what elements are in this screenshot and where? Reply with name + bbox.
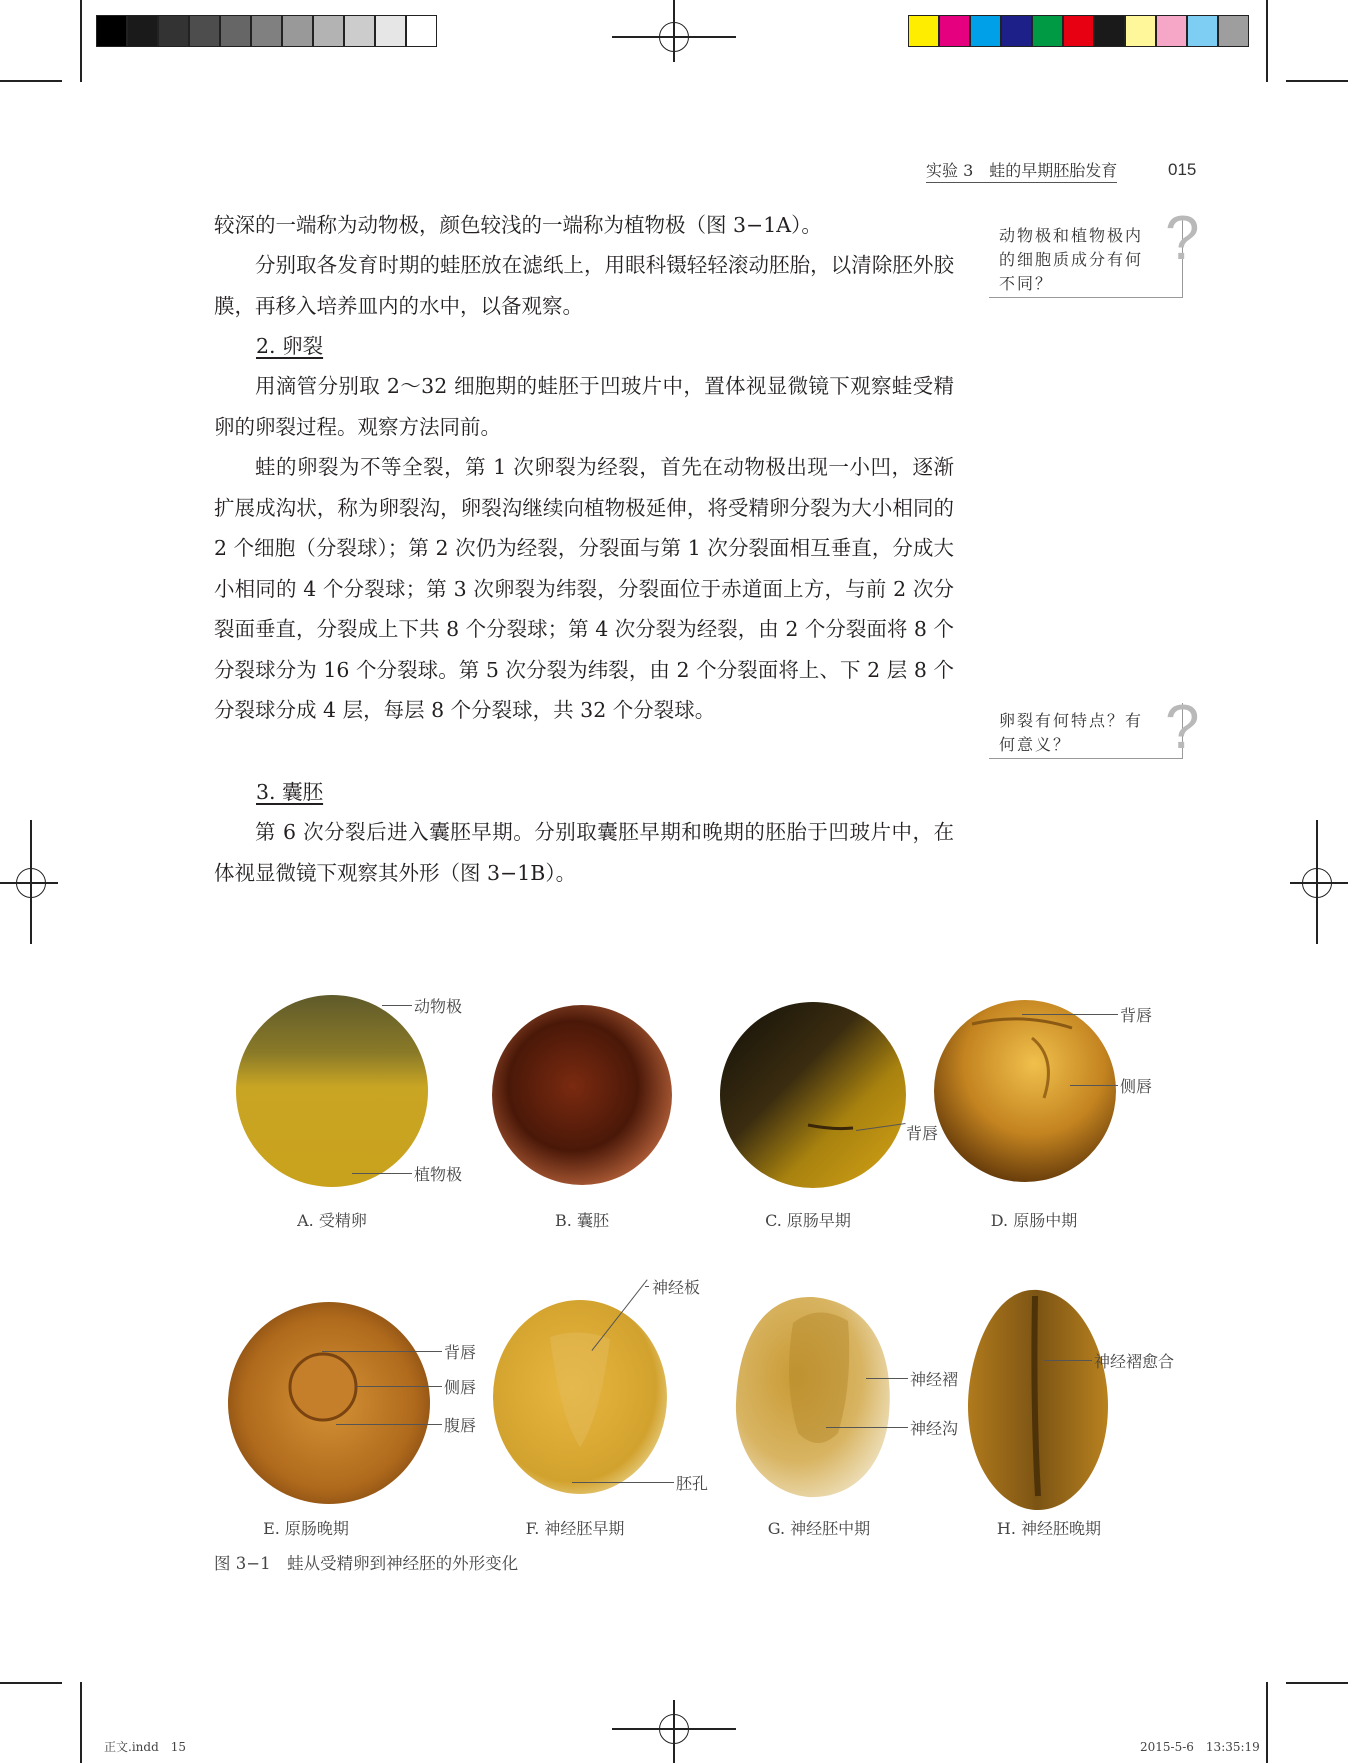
footer-file-info: 正文.indd 15 (104, 1740, 187, 1754)
color-swatch (375, 15, 406, 47)
embryo-blastula (490, 1003, 674, 1187)
margin-note-1 (989, 218, 1183, 298)
panel-caption-g: G. 神经胚中期 (767, 1519, 871, 1538)
label-neural-fold-fusion: 神经褶愈合 (1094, 1352, 1175, 1371)
leader-line (336, 1424, 442, 1425)
label-blastopore: 胚孔 (676, 1474, 709, 1493)
page-number: 015 (1168, 160, 1197, 179)
label-animal-pole: 动物极 (414, 997, 463, 1016)
leader-line (826, 1427, 908, 1428)
leader-line (572, 1482, 674, 1483)
label-dorsal-lip-d: 背唇 (1120, 1006, 1153, 1025)
leader-line (645, 1286, 649, 1287)
panel-caption-e: E. 原肠晚期 (263, 1519, 349, 1538)
color-swatch (220, 15, 251, 47)
label-neural-groove: 神经沟 (910, 1419, 959, 1438)
footer-timestamp: 2015-5-6 13:35:19 (1140, 1740, 1260, 1754)
leader-line (866, 1378, 908, 1379)
leader-line (1022, 1014, 1118, 1015)
section-heading-cleavage: 2. 卵裂 (256, 334, 324, 358)
figure-caption: 图 3−1 蛙从受精卵到神经胚的外形变化 (214, 1554, 519, 1573)
running-header: 实验 3 蛙的早期胚胎发育 (926, 158, 1117, 183)
leader-line (356, 1386, 442, 1387)
section-heading-blastula: 3. 囊胚 (256, 780, 324, 804)
label-dorsal-lip-e: 背唇 (444, 1343, 477, 1362)
panel-caption-c: C. 原肠早期 (765, 1211, 851, 1230)
embryo-early-neurula (490, 1297, 670, 1497)
color-swatch (970, 15, 1001, 47)
leader-line (1070, 1085, 1118, 1086)
color-swatch (313, 15, 344, 47)
label-ventral-lip-e: 腹唇 (444, 1416, 477, 1435)
panel-caption-h: H. 神经胚晚期 (996, 1519, 1102, 1538)
color-swatch (1094, 15, 1125, 47)
label-lateral-lip-e: 侧唇 (444, 1378, 477, 1397)
embryo-fertilized-egg (234, 993, 430, 1189)
color-swatch (1032, 15, 1063, 47)
question-mark-icon: ? (1165, 204, 1200, 273)
color-swatch (1063, 15, 1094, 47)
embryo-late-neurula (963, 1286, 1113, 1514)
panel-caption-f: F. 神经胚早期 (525, 1519, 625, 1538)
label-dorsal-lip-c: 背唇 (906, 1124, 939, 1143)
leader-line (1044, 1360, 1092, 1361)
embryo-early-gastrula (718, 1000, 908, 1190)
color-swatch (344, 15, 375, 47)
color-swatch (1125, 15, 1156, 47)
color-swatch (1218, 15, 1249, 47)
color-swatch (251, 15, 282, 47)
panel-caption-d: D. 原肠中期 (990, 1211, 1078, 1230)
label-vegetal-pole: 植物极 (414, 1165, 463, 1184)
label-neural-fold: 神经褶 (910, 1370, 959, 1389)
question-mark-icon: ? (1165, 693, 1200, 762)
margin-note-2 (989, 703, 1183, 759)
leader-line (352, 1173, 412, 1174)
paragraph-1: 较深的一端称为动物极，颜色较浅的一端称为植物极（图 3−1A）。 (214, 213, 822, 237)
leader-line (382, 1005, 412, 1006)
color-swatch (158, 15, 189, 47)
color-swatch (406, 15, 437, 47)
paragraph-5: 第 6 次分裂后进入囊胚早期。分别取囊胚早期和晚期的胚胎于凹玻片中，在体视显微镜下观察其外形（图 3−1B）。 (214, 820, 954, 885)
panel-caption-a: A. 受精卵 (297, 1211, 367, 1230)
color-swatch (282, 15, 313, 47)
leader-line (322, 1351, 442, 1352)
color-swatch (189, 15, 220, 47)
paragraph-3: 用滴管分别取 2～32 细胞期的蛙胚于凹玻片中，置体视显微镜下观察蛙受精卵的卵裂过程。观察方法同前。 (214, 374, 954, 439)
embryo-mid-gastrula (932, 998, 1118, 1184)
panel-caption-b: B. 囊胚 (555, 1211, 609, 1230)
color-swatch (127, 15, 158, 47)
embryo-mid-neurula (728, 1293, 898, 1503)
paragraph-4: 蛙的卵裂为不等全裂，第 1 次卵裂为经裂，首先在动物极出现一小凹，逐渐扩展成沟状，称为卵裂沟，卵裂沟继续向植物极延伸，将受精卵分裂为大小相同的 2 个细胞（分裂球）；第 2 次仍为经裂，分裂面与第 1 次分裂面相互垂直，分成大小相同的 4 个分裂球；第 3 次卵裂为纬裂，分裂面位于赤道面上方，与前 2 次分裂面垂直，分裂成上下共 8 个分裂球；第 4 次分裂为经裂，由 2 个分裂面将 8 个分裂球分为 16 个分裂球。第 5 次分裂为纬裂，由 2 个分裂面将上、下 2 层 8 个分裂球分成 4 层，每层 8 个分裂球，共 32 个分裂球。 (214, 455, 954, 722)
label-lateral-lip-d: 侧唇 (1120, 1077, 1153, 1096)
paragraph-2: 分别取各发育时期的蛙胚放在滤纸上，用眼科镊轻轻滚动胚胎，以清除胚外胶膜，再移入培养皿内的水中，以备观察。 (214, 253, 954, 318)
embryo-late-gastrula (226, 1300, 432, 1506)
color-swatch (96, 15, 127, 47)
color-swatch (939, 15, 970, 47)
color-swatch (1001, 15, 1032, 47)
margin-note-2-text: 卵裂有何特点？有何意义？ (999, 711, 1144, 754)
margin-note-1-text: 动物极和植物极内的细胞质成分有何不同？ (999, 226, 1144, 293)
color-swatch (1187, 15, 1218, 47)
label-neural-plate: 神经板 (652, 1278, 701, 1297)
color-swatch (1156, 15, 1187, 47)
color-swatch (908, 15, 939, 47)
